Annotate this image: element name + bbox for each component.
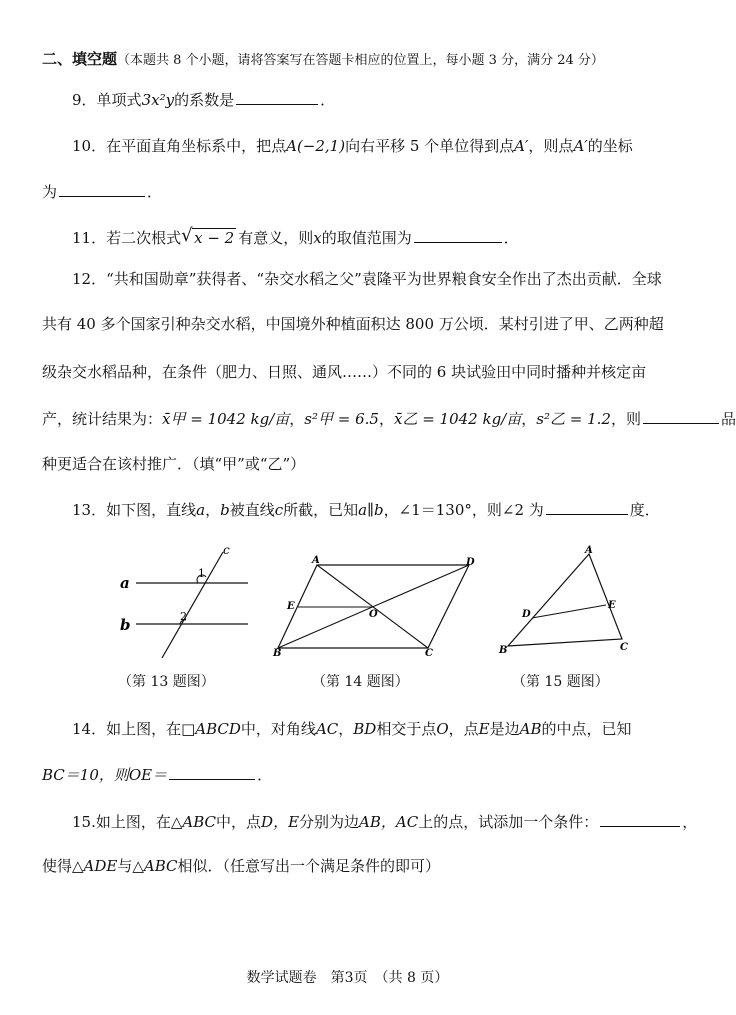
- label-c: c: [223, 543, 230, 557]
- label-O: O: [369, 609, 378, 620]
- question-number: 11．: [72, 229, 107, 247]
- question-9: 9．单项式3x²y的系数是 ．: [72, 88, 335, 111]
- question-11: 11．若二次根式 √ x − 2 有意义，则x的取值范围为 ．: [72, 225, 519, 247]
- question-12: 12．“共和国勋章”获得者、“杂交水稻之父”袁隆平为世界粮食安全作出了杰出贡献．全球: [72, 270, 662, 288]
- question-15-line2: 使得△ADE与△ABC相似．（任意写出一个满足条件的即可）: [42, 857, 441, 875]
- radical-sign: √: [181, 225, 193, 246]
- question-12-line4: 产，统计结果为：x̄甲 = 1042 kg/亩，s²甲 = 6.5，x̄乙 = 1042 kg/亩，s²乙 = 1.2，则 品: [42, 407, 736, 430]
- label-C: C: [425, 648, 433, 659]
- mean-jia: x̄甲 = 1042 kg/亩: [162, 410, 290, 428]
- variance-yi: s²乙 = 1.2: [536, 410, 611, 428]
- question-14-line2: BC＝10，则OE＝ ．: [42, 763, 272, 786]
- answer-blank[interactable]: [600, 810, 680, 827]
- label-a: a: [120, 574, 130, 592]
- question-12-line2: 共有 40 多个国家引种杂交水稻，中国境外种植面积达 800 万公顷．某村引进了甲、乙两种超: [42, 315, 664, 333]
- figure-13: [112, 540, 252, 660]
- label-D: D: [466, 557, 475, 568]
- figure-14: [270, 552, 485, 662]
- label-B: B: [273, 648, 282, 659]
- monomial: 3x²y: [141, 91, 175, 109]
- triangle-abc: [508, 554, 622, 646]
- question-number: 15.: [72, 813, 96, 831]
- question-10-line2: 为 ．: [42, 180, 162, 203]
- figure-13-diagram: [112, 540, 252, 660]
- section-note: （本题共 8 个小题，请将答案写在答题卡相应的位置上，每小题 3 分，满分 24 分）: [117, 53, 604, 68]
- figure-14-diagram: [270, 552, 485, 662]
- question-number: 13．: [72, 501, 107, 519]
- answer-blank[interactable]: [546, 498, 628, 515]
- answer-blank[interactable]: [414, 226, 502, 243]
- label-D: D: [522, 609, 531, 620]
- answer-blank[interactable]: [236, 88, 318, 105]
- answer-blank[interactable]: [643, 407, 719, 424]
- question-number: 10．: [72, 137, 107, 155]
- label-1: 1: [198, 567, 205, 580]
- label-2: 2: [180, 610, 187, 623]
- question-10: 10．在平面直角坐标系中，把点A(−2,1)向右平移 5 个单位得到点A′，则点A′的坐标: [72, 137, 633, 155]
- figure-15-caption: （第 15 题图）: [512, 674, 609, 690]
- question-number: 14．: [72, 720, 107, 738]
- answer-blank[interactable]: [59, 180, 145, 197]
- section-title: 二、填空题: [42, 50, 118, 68]
- point-a: A(−2,1): [286, 137, 346, 155]
- figure-14-caption: （第 14 题图）: [312, 674, 409, 690]
- label-C: C: [620, 642, 628, 653]
- question-12-line3: 级杂交水稻品种，在条件（肥力、日照、通风……）不同的 6 块试验田中同时播种并核定亩: [42, 363, 647, 381]
- page-footer: 数学试题卷 第3页 （共 8 页）: [246, 970, 449, 986]
- variance-jia: s²甲 = 6.5: [304, 410, 379, 428]
- question-13: 13．如下图，直线a，b被直线c所截，已知a∥b，∠1＝130°，则∠2 为 度．: [72, 498, 660, 521]
- figure-15-diagram: [494, 542, 634, 662]
- label-E: E: [287, 601, 295, 612]
- label-B: B: [499, 645, 508, 656]
- section-header: [42, 48, 604, 72]
- question-15: 15.如上图，在△ABC中，点D，E分别为边AB，AC上的点，试添加一个条件： ，: [72, 810, 697, 833]
- mean-yi: x̄乙 = 1042 kg/亩: [393, 410, 522, 428]
- question-12-line5: 种更适合在该村推广．（填“甲”或“乙”）: [42, 455, 306, 473]
- figure-13-caption: （第 13 题图）: [118, 674, 215, 690]
- question-number: 9．: [72, 91, 97, 109]
- radical: [181, 227, 236, 249]
- label-b: b: [120, 616, 131, 634]
- line-c: [162, 552, 223, 658]
- radicand: x − 2: [194, 229, 235, 247]
- answer-blank[interactable]: [169, 763, 255, 780]
- question-number: 12．: [72, 270, 107, 288]
- label-E: E: [608, 600, 616, 611]
- question-14: 14．如上图，在□ABCD中，对角线AC，BD相交于点O，点E是边AB的中点，已知: [72, 720, 632, 738]
- label-A: A: [585, 545, 593, 556]
- figure-15: [494, 542, 634, 662]
- label-A: A: [312, 555, 320, 566]
